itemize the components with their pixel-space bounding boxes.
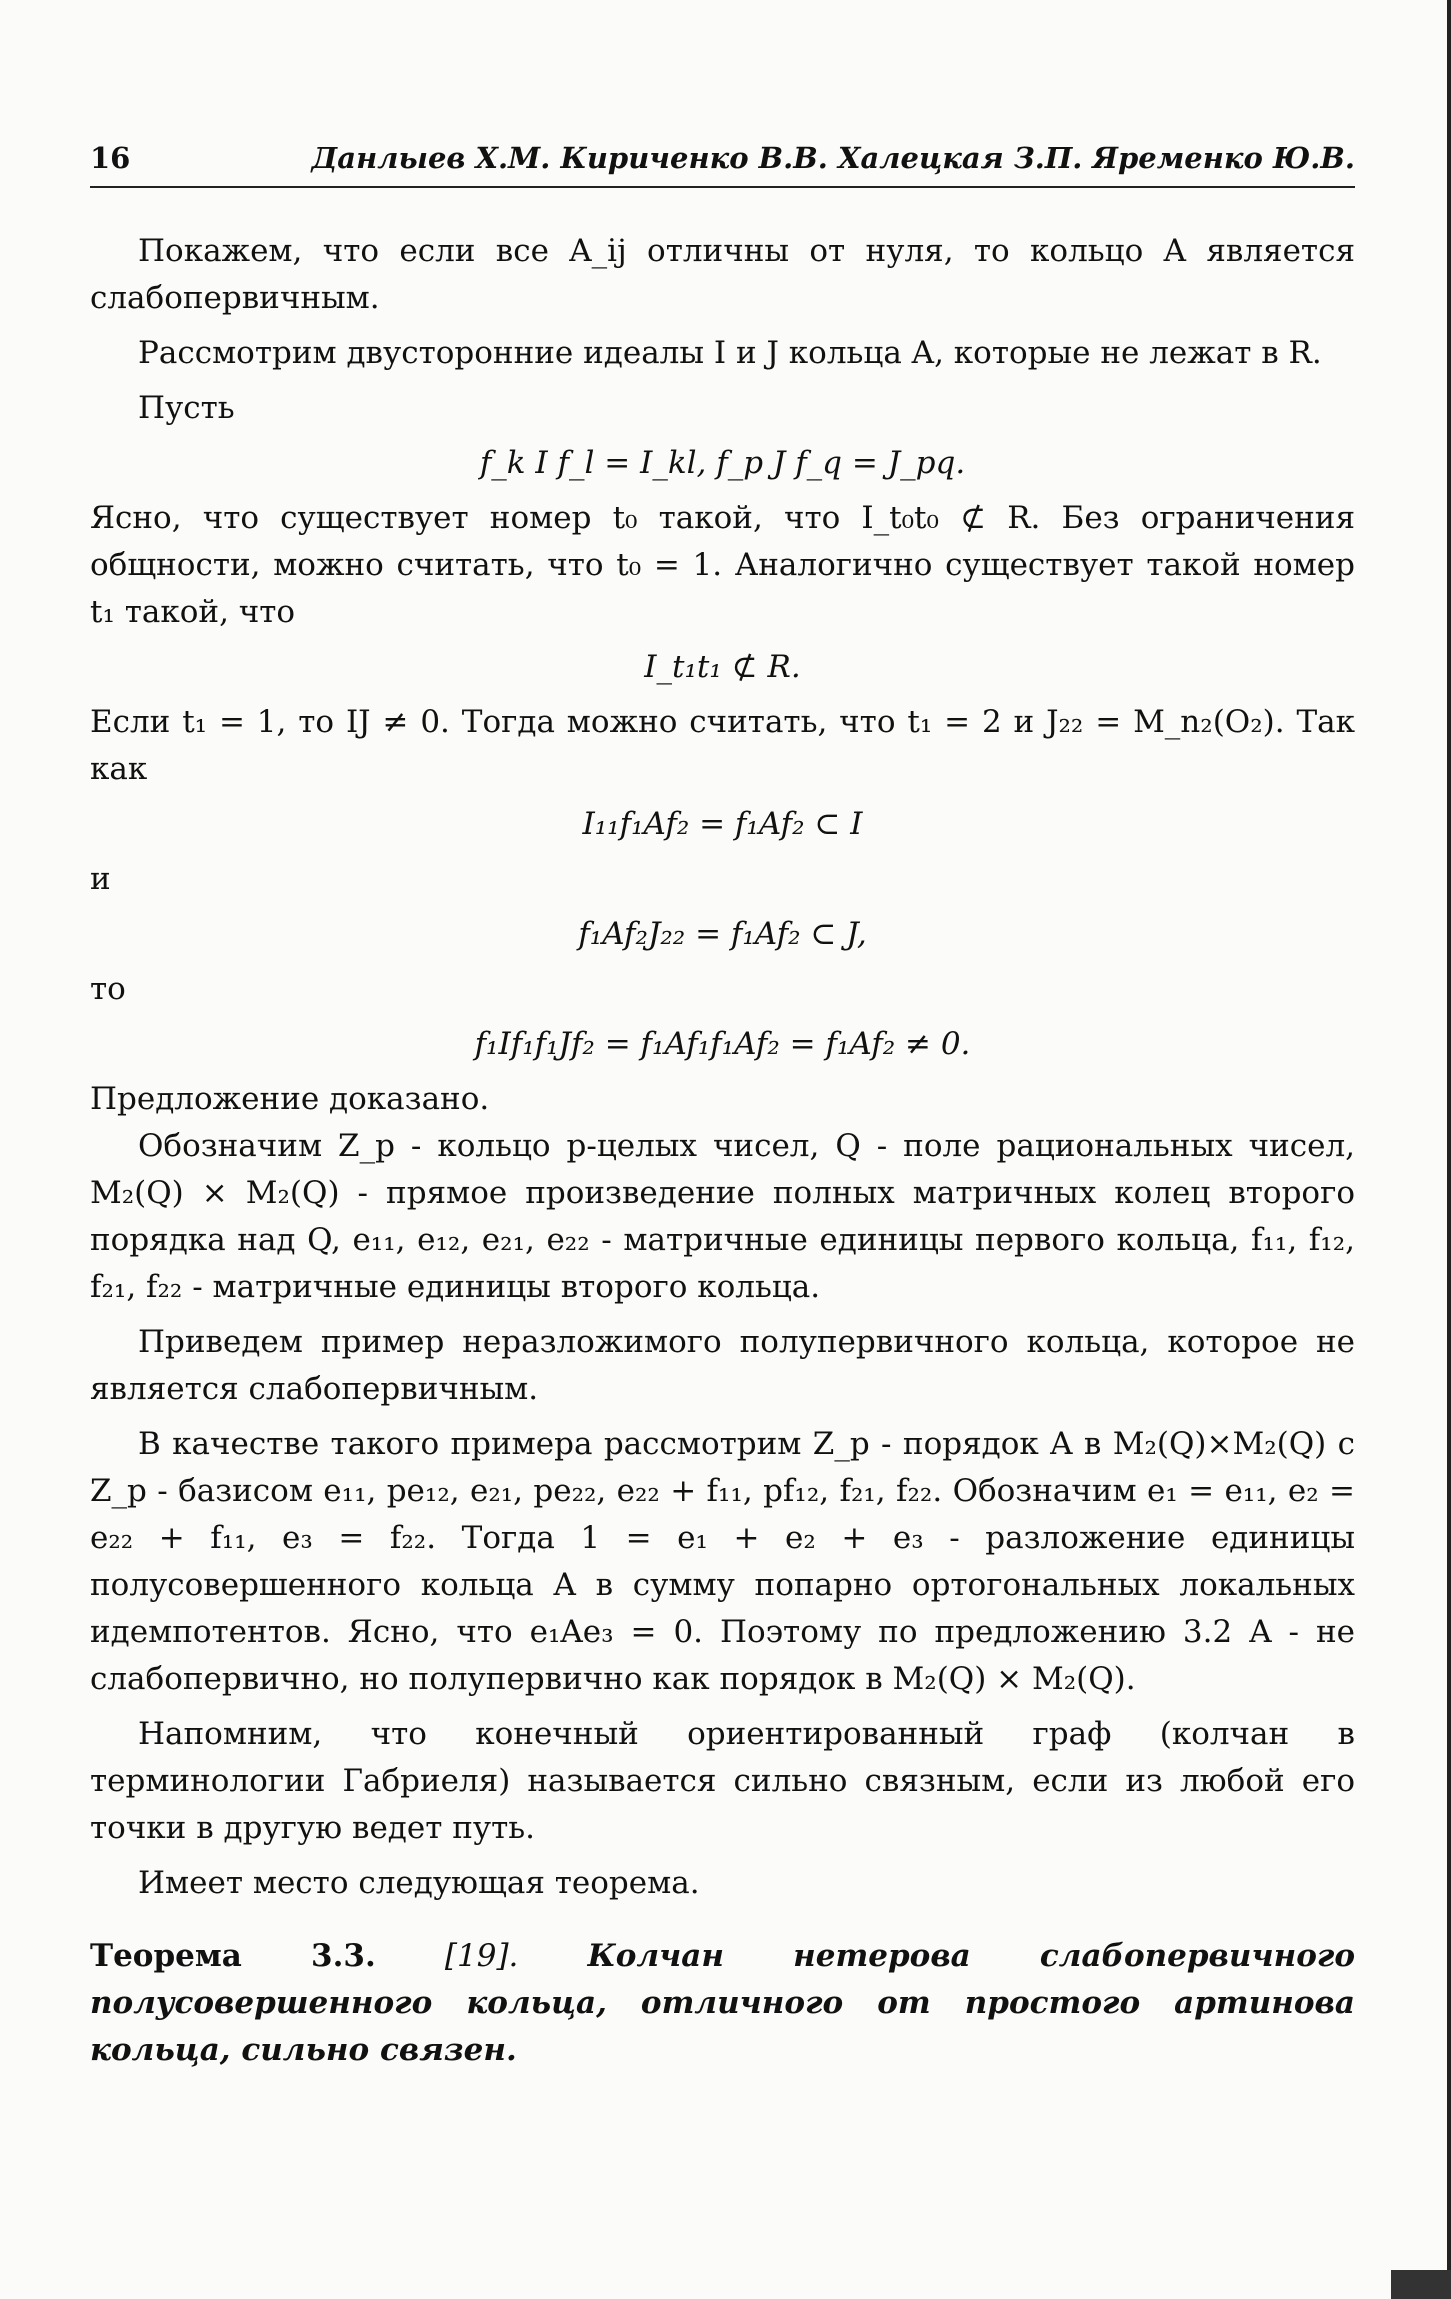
paragraph: Обозначим Z_p - кольцо p-целых чисел, Q - поле рациональных чисел, M₂(Q) × M₂(Q) - прямое произведение полных матричных колец второго порядка над Q, e₁₁, e₁₂, e₂₁, e₂₂ - матричные единицы первого кольца, f₁₁, f₁₂, f₂₁, f₂₂ - матричные единицы второго кольца. [90,1128,1355,1305]
connector-label: то [90,971,126,1007]
equation: I₁₁f₁Af₂ = f₁Af₂ ⊂ I [582,806,863,842]
paragraph: Пусть [138,390,235,426]
paragraph: Предложение доказано. [90,1081,490,1117]
equation: I_t₁t₁ ⊄ R. [644,649,801,685]
theorem-heading: Теорема 3.3. [90,1938,376,1974]
paragraph: Рассмотрим двусторонние идеалы I и J кольца A, которые не лежат в R. [138,335,1322,371]
paragraph: Напомним, что конечный ориентированный граф (колчан в терминологии Габриеля) называется сильно связным, если из любой его точки в другую ведет путь. [90,1716,1355,1846]
paragraph: Имеет место следующая теорема. [138,1865,700,1901]
paragraph: В качестве такого примера рассмотрим Z_p - порядок A в M₂(Q)×M₂(Q) с Z_p - базисом e₁₁, pe₁₂, e₂₁, pe₂₂, e₂₂ + f₁₁, pf₁₂, f₂₁, f₂₂. Обозначим e₁ = e₁₁, e₂ = e₂₂ + f₁₁, e₃ = f₂₂. Тогда 1 = e₁ + e₂ + e₃ - разложение единицы полусовершенного кольца A в сумму попарно ортогональных локальных идемпотентов. Ясно, что e₁Ae₃ = 0. Поэтому по предложению 3.2 A - не слабопервично, но полупервично как порядок в M₂(Q) × M₂(Q). [90,1426,1355,1697]
theorem-reference: [19]. [444,1938,519,1974]
theorem-text: Колчан нетерова слабопервичного полусовершенного кольца, отличного от простого артинова кольца, сильно связен. [90,1938,1356,2068]
running-authors: Данлыев Х.М. Кириченко В.В. Халецкая З.П. Яременко Ю.В. [311,141,1355,175]
connector-label: и [90,861,111,897]
paragraph: Если t₁ = 1, то IJ ≠ 0. Тогда можно считать, что t₁ = 2 и J₂₂ = M_n₂(O₂). Так как [90,704,1355,787]
equation: f₁Af₂J₂₂ = f₁Af₂ ⊂ J, [578,916,867,952]
paragraph: Покажем, что если все A_ij отличны от нуля, то кольцо A является слабопервичным. [90,233,1355,316]
paragraph: Приведем пример неразложимого полупервичного кольца, которое не является слабопервичным. [90,1324,1355,1407]
scan-corner [1391,2270,1451,2299]
equation: f_k I f_l = I_kl, f_p J f_q = J_pq. [479,445,966,481]
theorem-block [90,1933,1355,2074]
equation: f₁If₁f₁Jf₂ = f₁Af₁f₁Af₂ = f₁Af₂ ≠ 0. [474,1026,971,1062]
page-content [90,135,1355,2074]
page-number: 16 [90,141,131,175]
running-header [90,135,1355,188]
paragraph: Ясно, что существует номер t₀ такой, что I_t₀t₀ ⊄ R. Без ограничения общности, можно считать, что t₀ = 1. Аналогично существует такой номер t₁ такой, что [90,500,1355,630]
scan-edge [1447,0,1451,2299]
